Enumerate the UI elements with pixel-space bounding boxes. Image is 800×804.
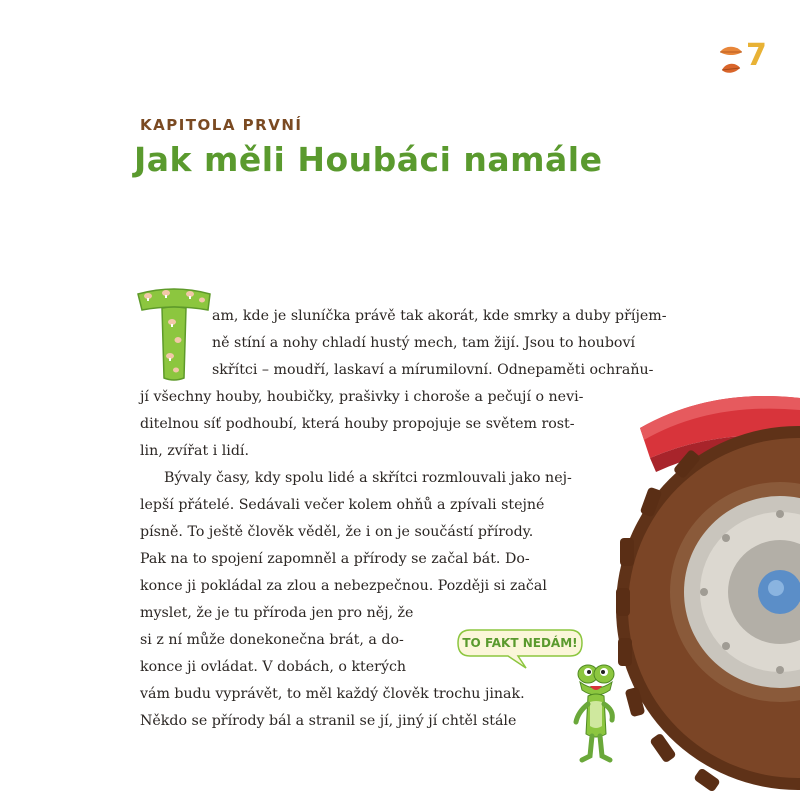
body-line: si z ní může donekonečna brát, a do- bbox=[140, 632, 404, 648]
mushroom-letter-t-illustration bbox=[134, 282, 214, 382]
body-line: Bývaly časy, kdy spolu lidé a skřítci rozmlouvali jako nej- bbox=[164, 470, 572, 486]
body-line: Pak na to spojení zapomněl a přírody se začal bát. Do- bbox=[140, 551, 530, 567]
autumn-leaves-icon bbox=[716, 40, 746, 80]
body-line: jí všechny houby, houbičky, prašivky i choroše a pečují o nevi- bbox=[140, 389, 584, 405]
body-line: konce ji ovládat. V dobách, o kterých bbox=[140, 659, 407, 675]
body-line: písně. To ještě člověk věděl, že i on je součástí přírody. bbox=[140, 524, 534, 540]
body-line: Někdo se přírody bál a stranil se jí, jiný jí chtěl stále bbox=[140, 713, 517, 729]
body-line: am, kde je sluníčka právě tak akorát, kde smrky a duby příjem- bbox=[212, 308, 667, 324]
dropcap bbox=[134, 282, 214, 382]
chapter-kicker: KAPITOLA PRVNÍ bbox=[140, 116, 303, 134]
body-line: ně stíní a nohy chladí hustý mech, tam žijí. Jsou to houboví bbox=[212, 335, 635, 351]
body-line: myslet, že je tu příroda jen pro něj, že bbox=[140, 605, 414, 621]
body-line: ditelnou síť podhoubí, která houby propojuje se světem rost- bbox=[140, 416, 575, 432]
speech-bubble bbox=[456, 628, 584, 660]
body-line: skřítci – moudří, laskaví a mírumilovní. Odnepaměti ochraňu- bbox=[212, 362, 654, 378]
page-number: 7 bbox=[746, 38, 767, 73]
speech-bubble-text: TO FAKT NEDÁM! bbox=[462, 636, 578, 650]
chapter-title: Jak měli Houbáci namále bbox=[134, 140, 603, 179]
frog-illustration bbox=[566, 656, 630, 766]
body-line: lin, zvířat i lidí. bbox=[140, 443, 249, 459]
body-line: vám budu vyprávět, to měl každý člověk trochu jinak. bbox=[140, 686, 525, 702]
body-line: lepší přátelé. Sedávali večer kolem ohňů a zpívali stejné bbox=[140, 497, 545, 513]
body-line: konce ji pokládal za zlou a nebezpečnou. Později si začal bbox=[140, 578, 547, 594]
page-number-area bbox=[716, 40, 766, 80]
